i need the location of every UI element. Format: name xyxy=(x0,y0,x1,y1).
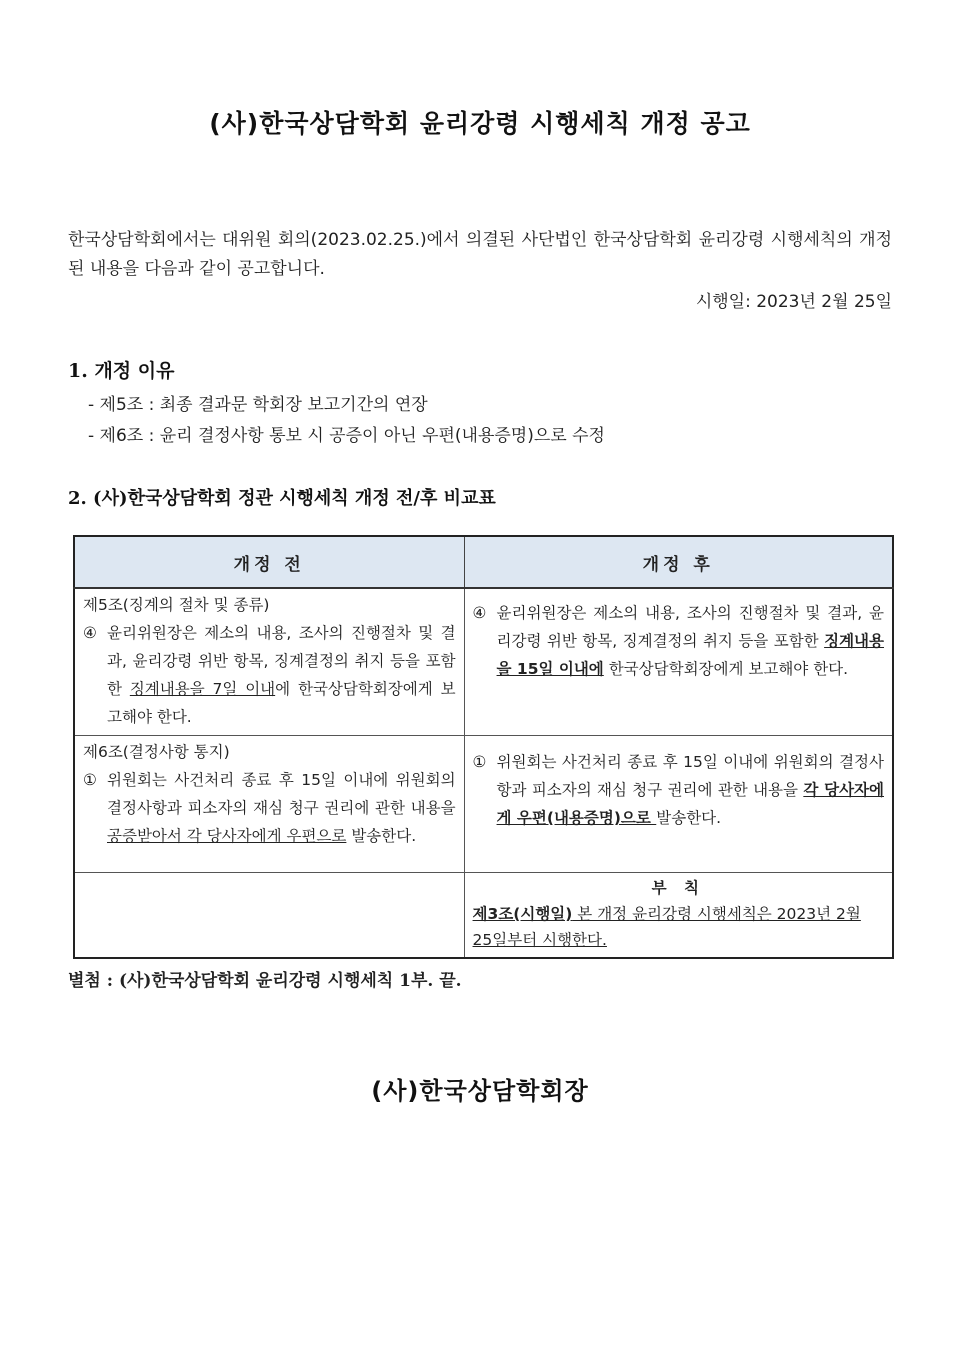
clause-text: 에 한국상담학회장에게 보고해야 한다. xyxy=(107,680,456,726)
table-header-row xyxy=(74,536,893,588)
clause-text: 발송한다. xyxy=(346,827,417,845)
clause-number: ④ xyxy=(472,604,487,622)
comparison-table xyxy=(73,535,894,959)
clause-text: 위원회는 사건처리 종료 후 15일 이내에 위원회의 결정사항과 피소자의 재심 청구 권리에 관한 내용을 xyxy=(107,771,456,817)
attachment-note: 별첨 : (사)한국상담학회 윤리강령 시행세칙 1부. 끝. xyxy=(68,971,462,991)
clause-number: ① xyxy=(472,753,487,771)
table-row xyxy=(74,873,893,959)
reason-bullet-1: - 제5조 : 최종 결과문 학회장 보고기간의 연장 xyxy=(88,395,428,415)
section2-heading: 2. (사)한국상담학회 정관 시행세칙 개정 전/후 비교표 xyxy=(68,488,496,509)
section1-heading: 1. 개정 이유 xyxy=(68,360,175,382)
row2-after-cell xyxy=(464,736,893,873)
row3-after-cell xyxy=(464,873,893,959)
underlined-change: 징계내용을 15일 이내에 xyxy=(496,632,884,678)
article5-title: 제5조(징계의 절차 및 종류) xyxy=(83,596,270,614)
table-row xyxy=(74,588,893,736)
clause-text: 발송한다. xyxy=(656,809,722,827)
addendum-heading: 부 칙 xyxy=(651,879,705,897)
article6-title: 제6조(결정사항 통지) xyxy=(83,743,230,761)
underlined-change: 징계내용을 7일 이내 xyxy=(129,680,276,698)
addendum-text xyxy=(473,901,884,953)
clause-text: 한국상담학회장에게 보고해야 한다. xyxy=(603,660,849,678)
clause-text: 윤리위원장은 제소의 내용, 조사의 진행절차 및 결과, 윤리강령 위반 항목, 징계결정의 취지 등을 포함한 xyxy=(107,624,456,698)
signature: (사)한국상담학회장 xyxy=(371,1077,589,1105)
underlined-change: 각 당사자에게 우편(내용증명)으로 xyxy=(496,781,884,827)
clause-text: 윤리위원장은 제소의 내용, 조사의 진행절차 및 결과, 윤리강령 위반 항목, 징계결정의 취지 등을 포함한 xyxy=(496,604,884,650)
addendum-article: 제3조(시행일) xyxy=(472,905,573,923)
table-row xyxy=(74,736,893,873)
header-after: 개정 후 xyxy=(464,536,893,588)
addendum-body: 본 개정 윤리강령 시행세칙은 2023년 2월 25일부터 시행한다. xyxy=(472,905,861,949)
intro-paragraph: 한국상담학회에서는 대위원 회의(2023.02.25.)에서 의결된 사단법인 한국상담학회 윤리강령 시행세칙의 개정된 내용을 다음과 같이 공고합니다. xyxy=(68,230,892,279)
row1-after-cell xyxy=(464,588,893,736)
document-title: (사)한국상담학회 윤리강령 시행세칙 개정 공고 xyxy=(209,109,751,138)
effective-date: 시행일: 2023년 2월 25일 xyxy=(695,292,892,312)
clause-text: 위원회는 사건처리 종료 후 15일 이내에 위원회의 결정사항과 피소자의 재심 청구 권리에 관한 내용을 xyxy=(496,753,884,799)
row1-before-cell xyxy=(74,588,464,736)
reason-bullet-2: - 제6조 : 윤리 결정사항 통보 시 공증이 아닌 우편(내용증명)으로 수정 xyxy=(88,426,605,446)
header-before: 개정 전 xyxy=(74,536,464,588)
row3-before-cell xyxy=(74,873,464,959)
underlined-change: 공증받아서 각 당사자에게 우편으로 xyxy=(107,827,347,845)
row2-before-cell xyxy=(74,736,464,873)
clause-number: ① xyxy=(83,771,97,789)
clause-number: ④ xyxy=(83,624,97,642)
